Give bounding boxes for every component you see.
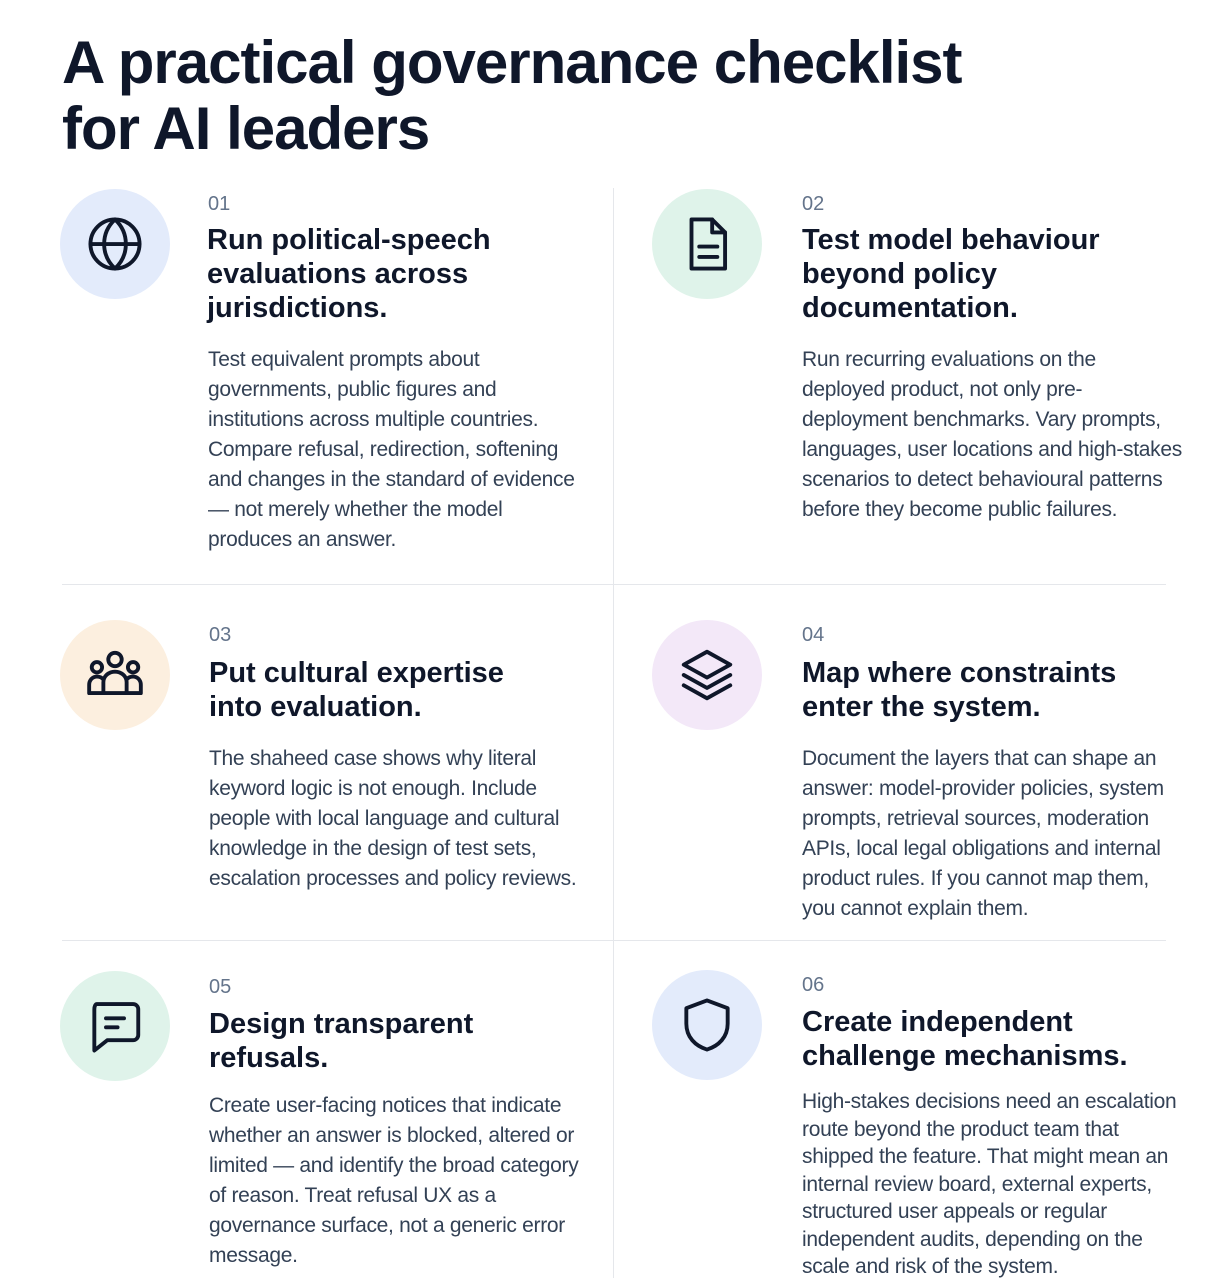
item-description: The shaheed case shows why literal keyword logic is not enough. Include people with local language and cultural knowledge in the design of test sets, escalation processes and policy reviews. [209, 747, 577, 890]
item-number: 01 [208, 193, 231, 215]
item-number: 02 [802, 193, 825, 215]
item-description: Document the layers that can shape an answer: model-provider policies, system prompts, retrieval sources, moderation APIs, local legal obligations and internal product rules. If you cannot map them, you cannot explain them. [802, 747, 1164, 920]
people-icon [84, 644, 146, 706]
page-title [62, 30, 962, 162]
item-number: 03 [209, 624, 232, 646]
item-number: 05 [209, 976, 232, 998]
item-heading: Map where constraints enter the system. [802, 657, 1117, 723]
item-heading: Create independent challenge mechanisms. [802, 1006, 1128, 1072]
column-divider [613, 188, 614, 1278]
icon-circle-04 [652, 620, 762, 730]
item-number: 04 [802, 624, 825, 646]
icon-circle-01 [60, 189, 170, 299]
document-icon [676, 213, 738, 275]
item-heading: Run political-speech evaluations across jurisdictions. [207, 224, 491, 324]
item-number: 06 [802, 974, 825, 996]
title-line-2: for AI leaders [62, 95, 430, 162]
title-line-1: A practical governance checklist [62, 29, 962, 96]
item-description: High-stakes decisions need an escalation route beyond the product team that shipped the feature. That might mean an internal review board, external experts, structured user appeals or regular independent audits, depending on the scale and risk of the system. [802, 1090, 1177, 1278]
item-description: Test equivalent prompts about governments, public figures and institutions across multiple countries. Compare refusal, redirection, softening and changes in the standard of evidence — not merely whether the model produces an answer. [208, 348, 575, 551]
item-heading: Design transparent refusals. [209, 1008, 474, 1074]
icon-circle-05 [60, 971, 170, 1081]
icon-circle-06 [652, 970, 762, 1080]
globe-icon [84, 213, 146, 275]
row-divider-1 [62, 584, 1166, 585]
item-description: Run recurring evaluations on the deployed product, not only pre-deployment benchmarks. Vary prompts, languages, user locations and high-stakes scenarios to detect behavioural patterns before they become public failures. [802, 348, 1182, 521]
chat-icon [84, 995, 146, 1057]
item-description: Create user-facing notices that indicate whether an answer is blocked, altered or limited — and identify the broad category of reason. Treat refusal UX as a governance surface, not a generic error message. [209, 1094, 579, 1267]
shield-icon [676, 994, 738, 1056]
icon-circle-03 [60, 620, 170, 730]
item-heading: Test model behaviour beyond policy documentation. [802, 224, 1100, 324]
layers-icon [676, 644, 738, 706]
row-divider-2 [62, 940, 1166, 941]
item-heading: Put cultural expertise into evaluation. [209, 657, 504, 723]
icon-circle-02 [652, 189, 762, 299]
